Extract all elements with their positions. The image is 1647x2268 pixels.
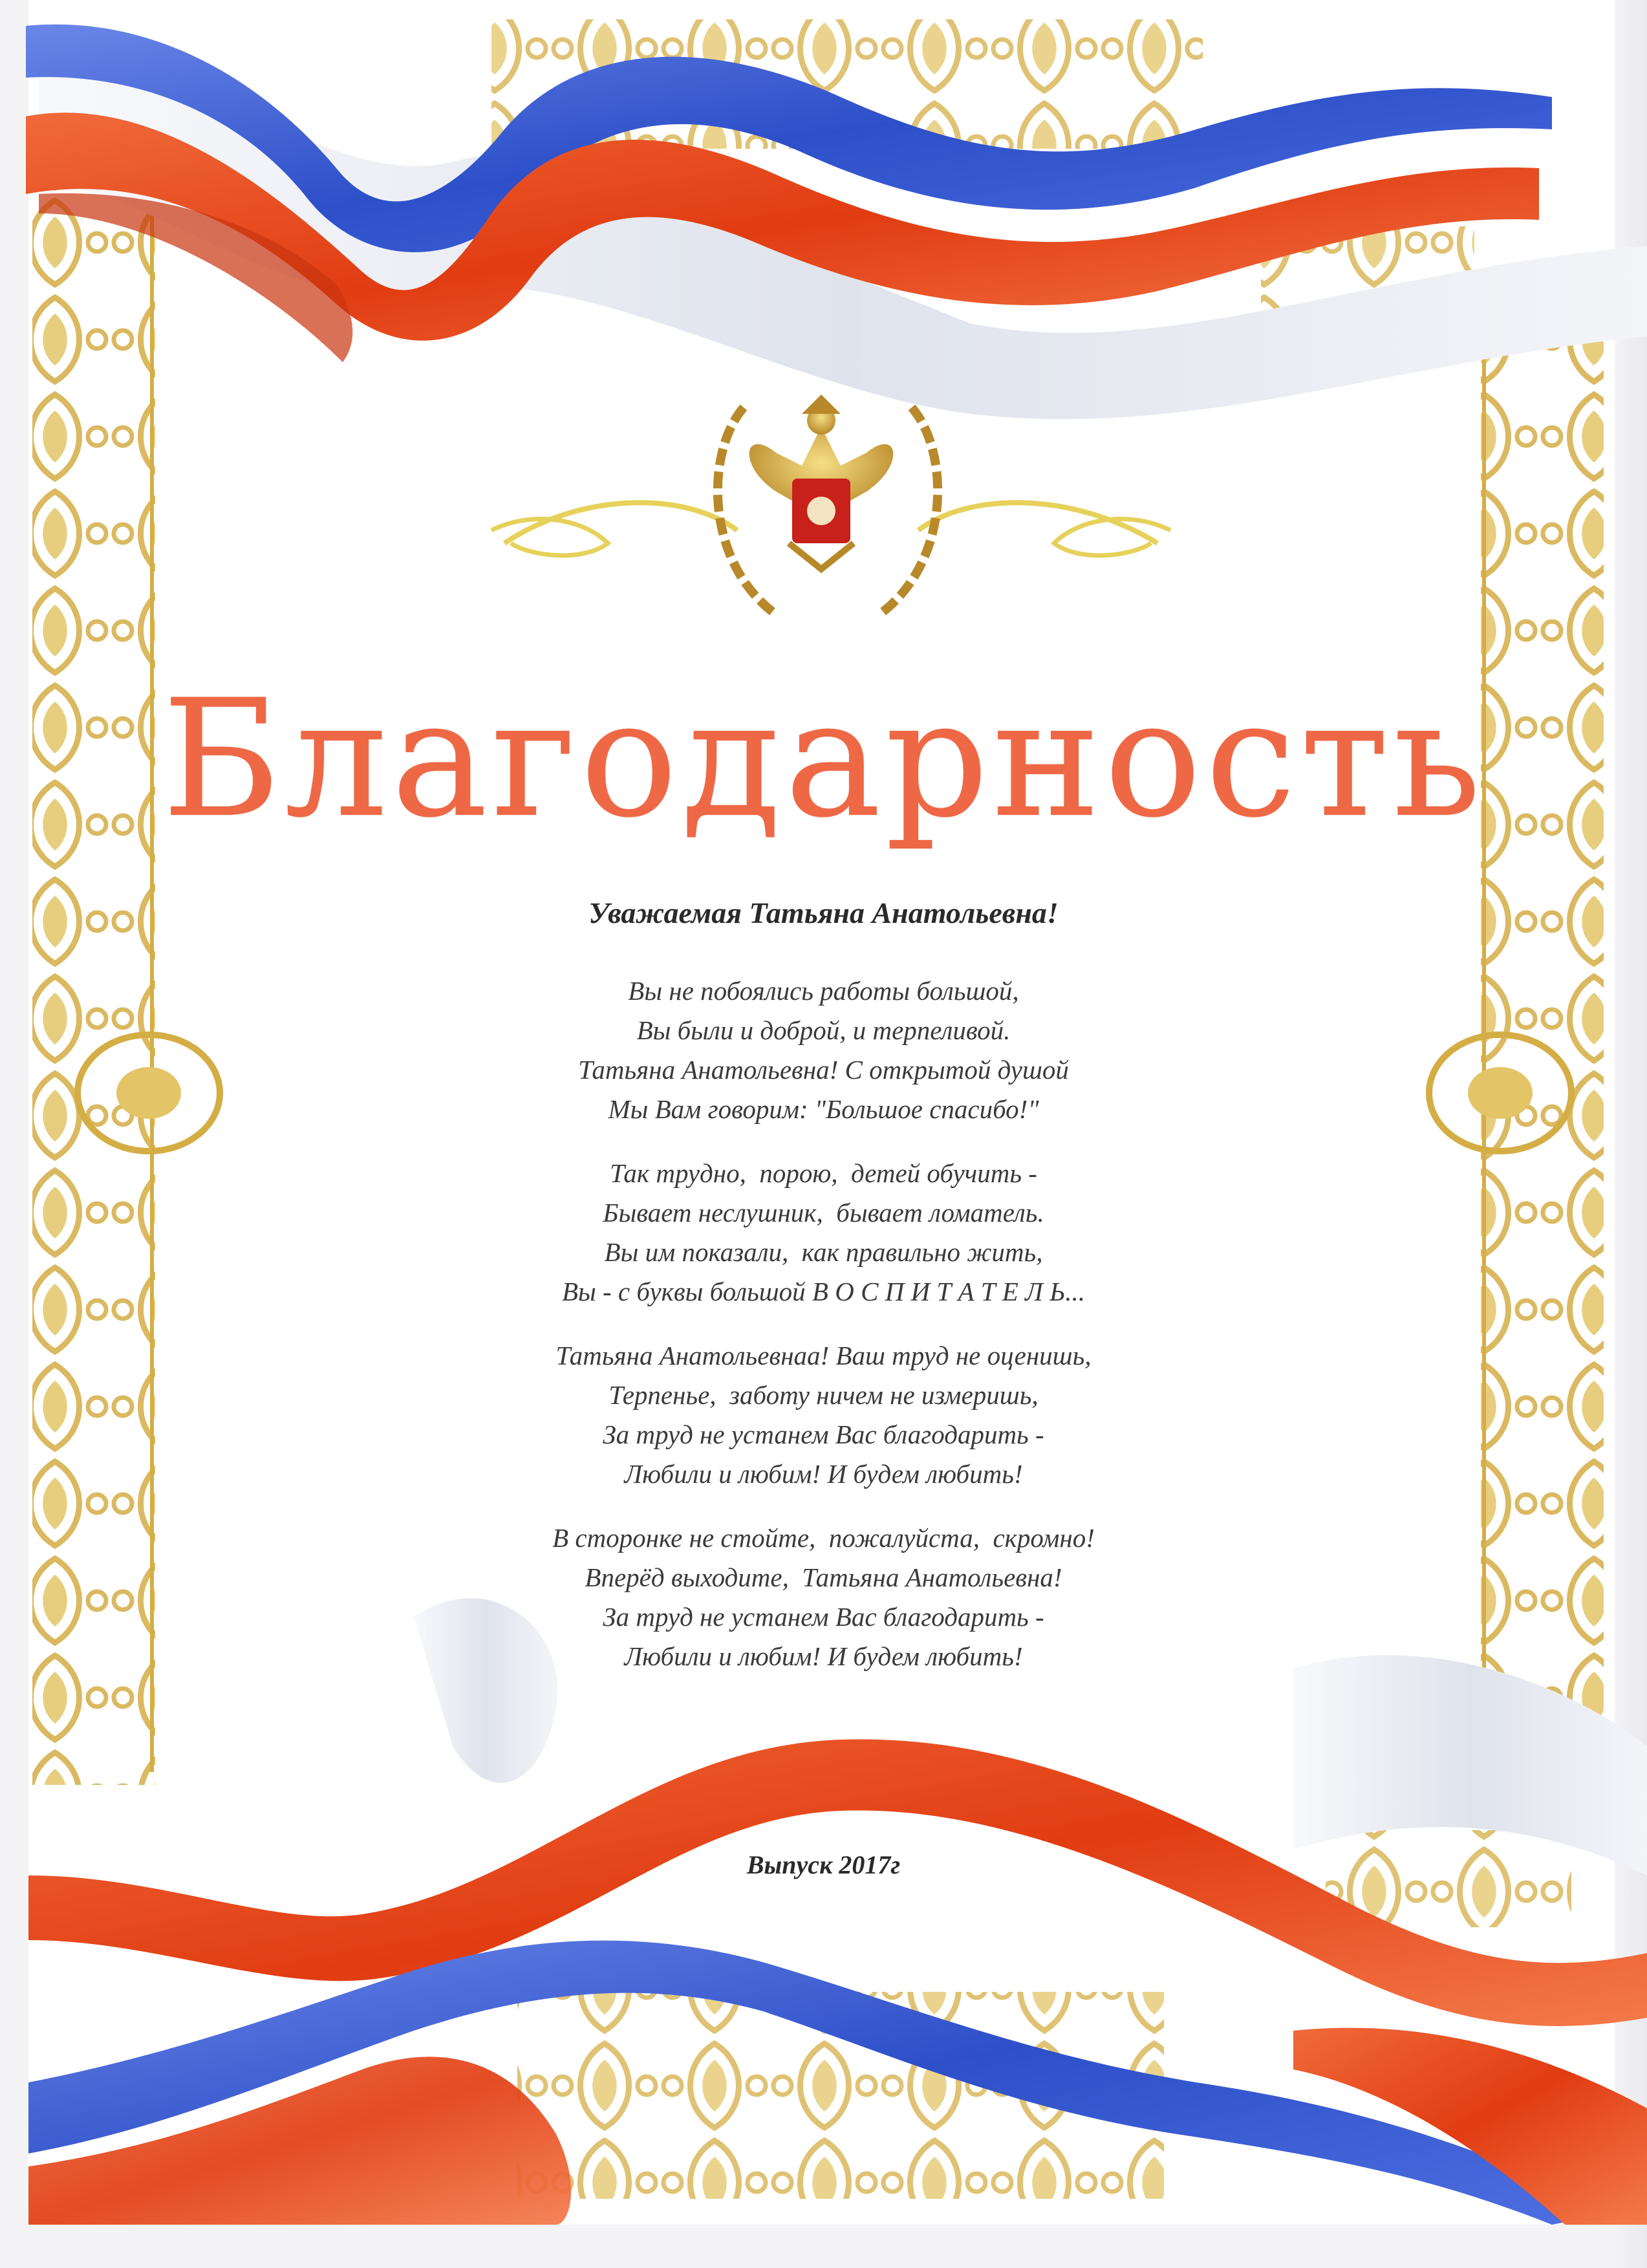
poem-line: В сторонке не стойте, пожалуйста, скромно! xyxy=(552,1523,1095,1553)
poem-line: Бывает неслушник, бывает ломатель. xyxy=(603,1198,1044,1227)
poem-line: Любили и любим! И будем любить! xyxy=(624,1641,1023,1671)
russian-coat-of-arms-icon xyxy=(491,394,1170,614)
poem-line: Любили и любим! И будем любить! xyxy=(624,1459,1023,1489)
poem-line: Вы были и доброй, и терпеливой. xyxy=(636,1015,1011,1045)
poem-line: За труд не устанем Вас благодарить - xyxy=(603,1420,1044,1449)
poem-line: Вы им показали, как правильно жить, xyxy=(604,1237,1043,1267)
poem-line: Так трудно, порою, детей обучить - xyxy=(610,1158,1037,1188)
issue-label: Выпуск 2017г xyxy=(746,1850,901,1879)
poem-stanza-1 xyxy=(0,971,1647,1129)
poem-stanza-2 xyxy=(0,1154,1647,1312)
poem-line: За труд не устанем Вас благодарить - xyxy=(603,1602,1044,1632)
poem-stanza-3 xyxy=(0,1336,1647,1494)
poem-line: Терпенье, заботу ничем не измеришь, xyxy=(608,1380,1039,1410)
certificate-title: Благодарность xyxy=(162,664,1485,853)
poem-line: Татьяна Анатольевнаа! Ваш труд не оценишь, xyxy=(555,1341,1092,1370)
poem-line: Вперёд выходите, Татьяна Анатольевна! xyxy=(585,1562,1062,1592)
poem-line: Мы Вам говорим: "Большое спасибо!" xyxy=(608,1094,1039,1124)
greeting: Уважаемая Татьяна Анатольевна! xyxy=(588,896,1059,929)
poem-line: Вы - с буквы большой В О С П И Т А Т Е Л Ь... xyxy=(561,1277,1086,1306)
poem-stanza-4 xyxy=(0,1518,1647,1676)
poem-line: Вы не побоялись работы большой, xyxy=(628,976,1019,1006)
poem-line: Татьяна Анатольевна! С открытой душой xyxy=(578,1055,1069,1085)
poem xyxy=(0,971,1647,1701)
